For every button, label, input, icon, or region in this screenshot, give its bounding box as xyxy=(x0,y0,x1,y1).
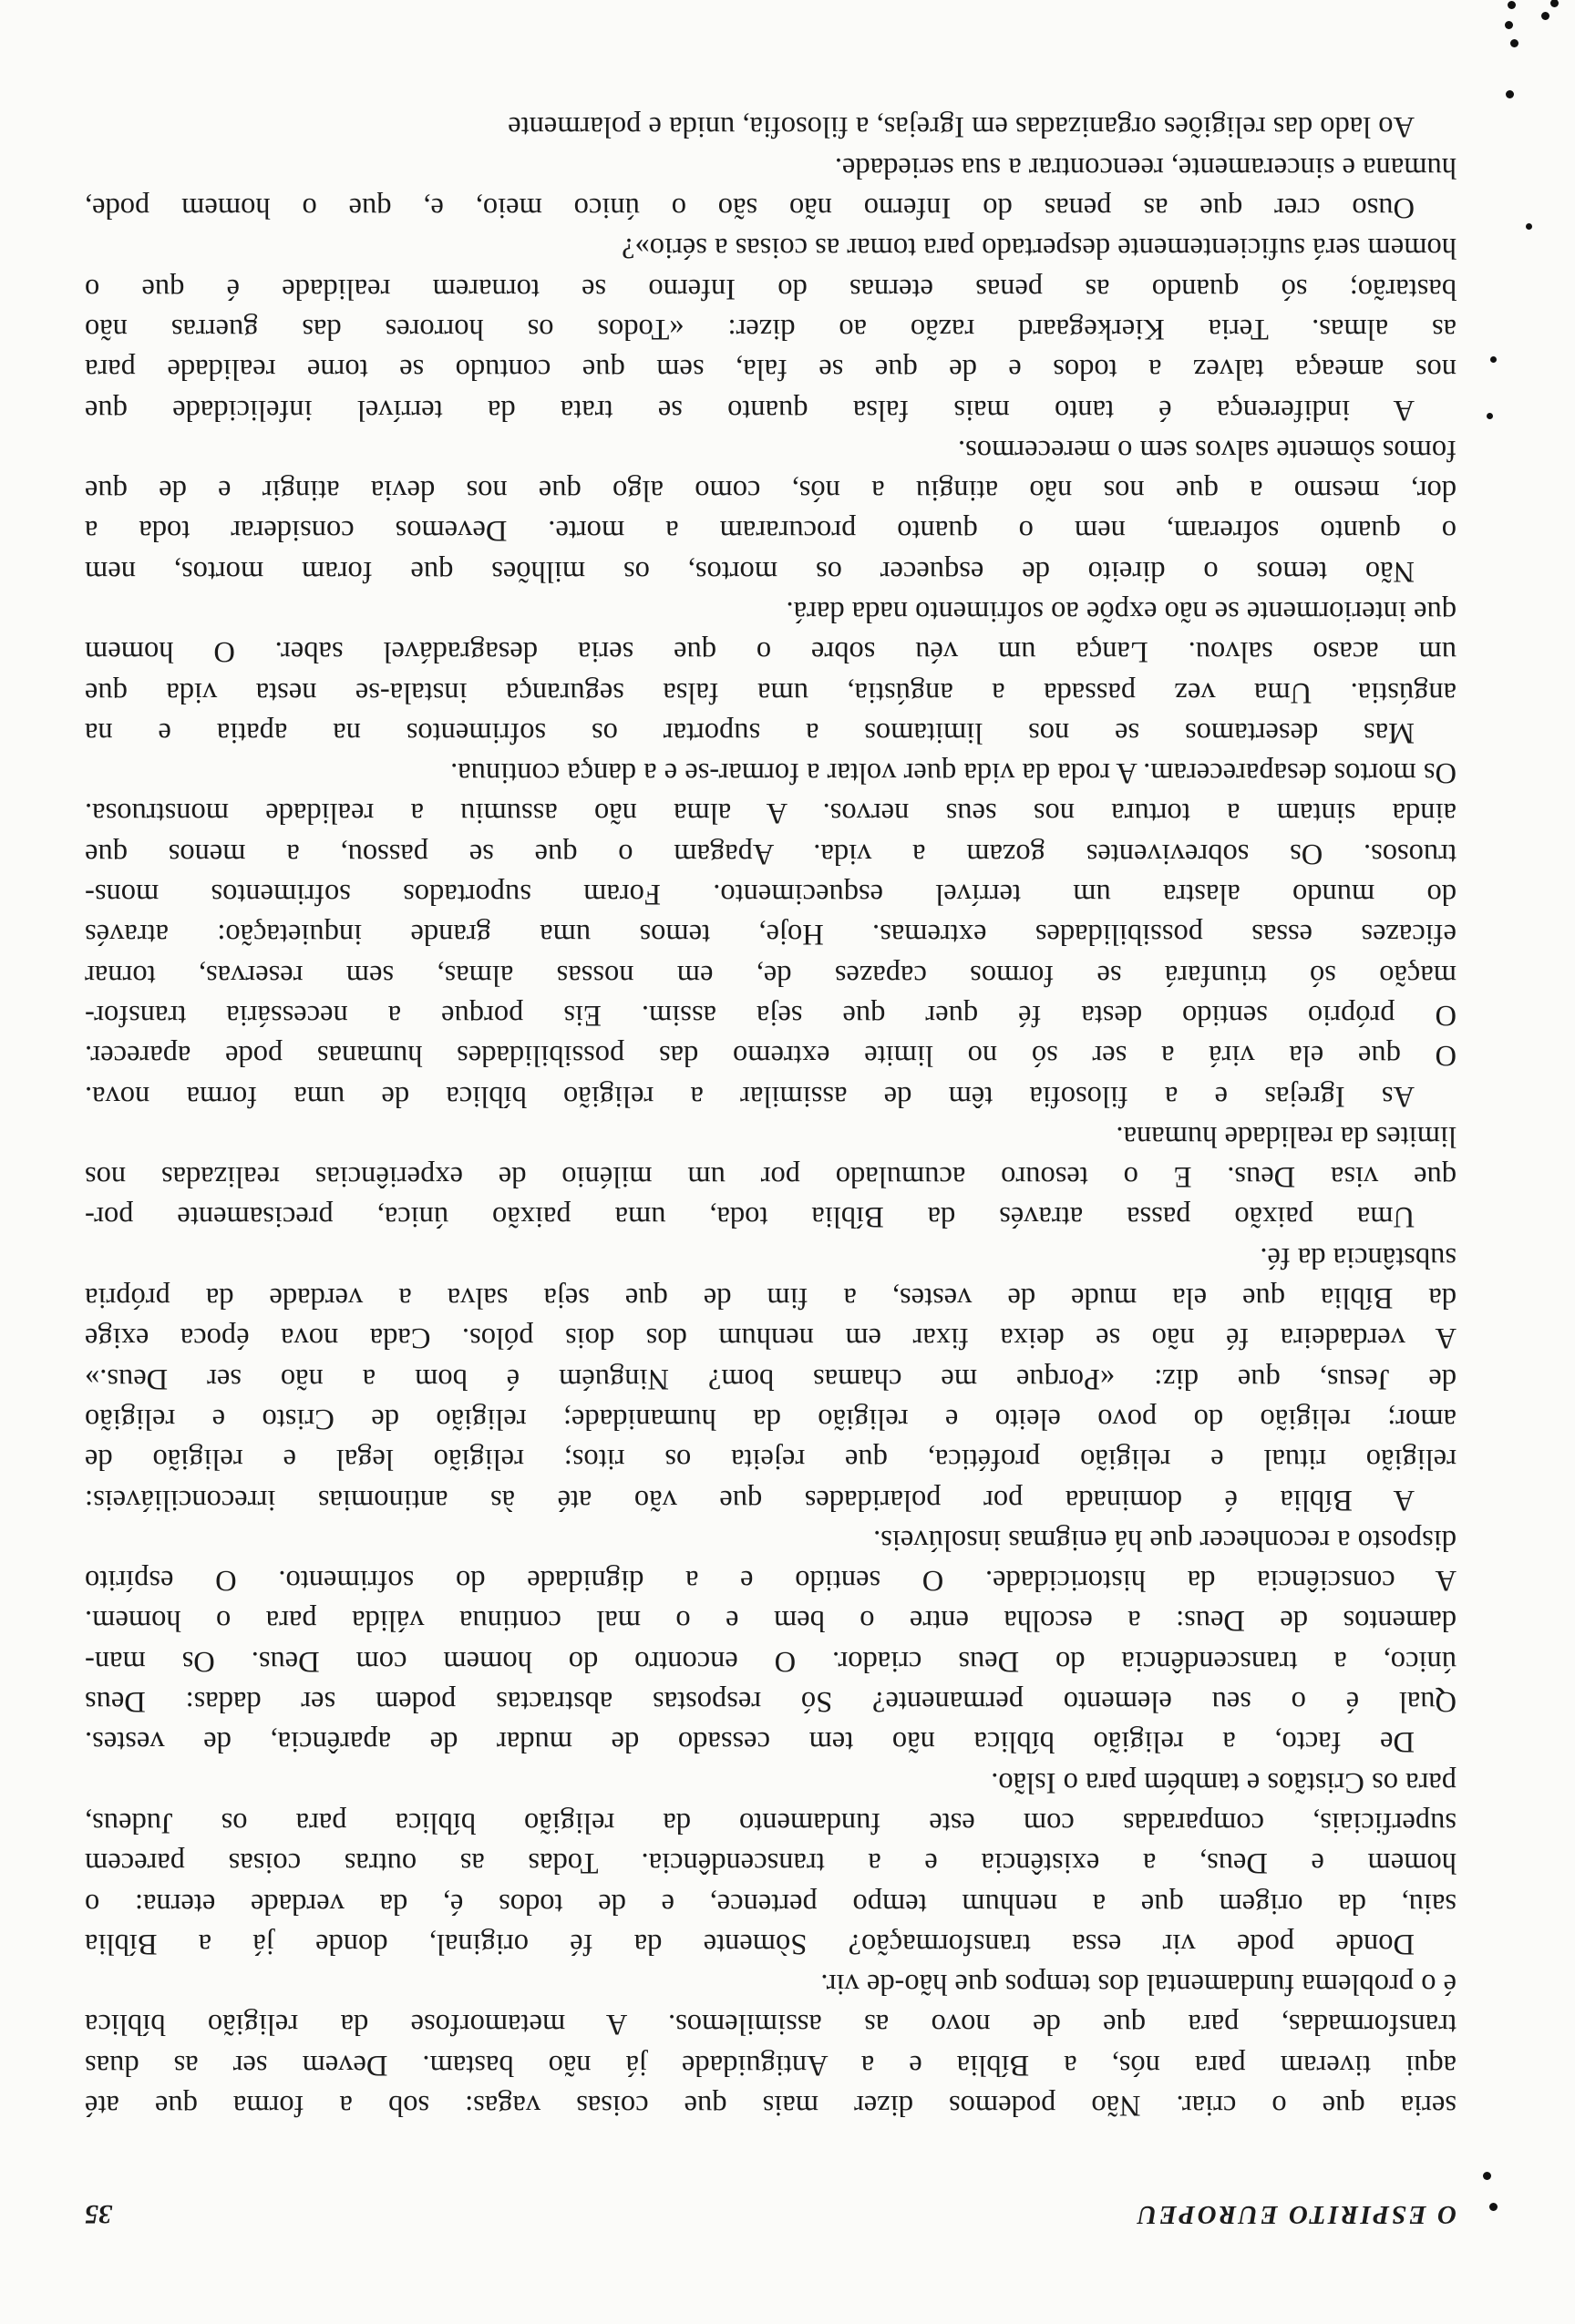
paragraph xyxy=(85,228,1457,429)
paragraph xyxy=(85,591,1457,753)
text-line: Qual é o seu elemento permanente? Só respostas abstractas podem ser dadas: Deus xyxy=(85,1685,1457,1719)
text-line: amor; religião do povo eleito e religião da humanidade; religião de Cristo e religião xyxy=(85,1402,1457,1435)
text-line: De facto, a religião bíblica não tem cessado de mudar de aparência, de vestes. xyxy=(85,1725,1415,1759)
margin-dot-mark xyxy=(1506,90,1514,98)
margin-dot-mark xyxy=(1508,1,1516,9)
text-line: O próprio sentido desta fé quer que seja assim. Eis porque a necessária transfor- xyxy=(85,998,1457,1032)
text-line: fomos sòmente salvos sem o merecermos. xyxy=(958,433,1457,467)
paragraph xyxy=(85,1964,1457,2125)
margin-dot-mark xyxy=(1510,39,1518,47)
paragraph xyxy=(85,1520,1457,1763)
text-line: que visa Deus. E o tesouro acumulado por um milénio de experiências realizadas nos xyxy=(85,1160,1457,1194)
text-line: ainda sintam a tortura nos seus nervos. A alma não assumiu a realidade monstruosa. xyxy=(85,797,1457,830)
paragraph xyxy=(85,1116,1457,1238)
text-line: superficiais, comparadas com este fundamento da religião bíblica para os Judeus, xyxy=(85,1805,1457,1839)
margin-dot-mark xyxy=(1505,21,1513,29)
text-line: nos ameaça talvez a todos e de que se fala, sem que contudo se torne realidade para xyxy=(85,353,1457,386)
text-line: eficazes essas possibilidades extremas. Hoje, temos uma grande inquietação: através xyxy=(85,918,1457,951)
text-line: A consciência da historicidade. O sentido e a dignidade do sofrimento. O espírito xyxy=(85,1564,1457,1598)
text-line: Ao lado das religiões organizadas em Igrejas, a filosofia, unida e polarmente xyxy=(508,110,1415,144)
text-line: único, a transcendência do Deus criador. O encontro do homem com Deus. Os man- xyxy=(85,1644,1457,1678)
text-line: Ouso crer que as penas do Inferno não são o único meio, e, que o homem pode, xyxy=(85,191,1415,225)
text-line: transformadas, para que de novo as assimilemos. A metamorfose da religião bíblica xyxy=(85,2008,1457,2041)
text-line: homem será suficientemente despertado para tomar as coisas a sério»? xyxy=(622,231,1457,265)
text-line: disposto a reconhecer que há enigmas insolúveis. xyxy=(873,1523,1457,1557)
text-line: aqui tiveram para nós, a Bíblia e a Antiguidade já não bastam. Devem ser as duas xyxy=(85,2048,1457,2082)
text-line: Mas desertamos se nos limitamos a suportar os sofrimentos na apatia e na xyxy=(85,715,1415,749)
text-line: mação só triunfará se formos capazes de, em nossas almas, sem reservas, tornar xyxy=(85,958,1457,992)
text-line: é o problema fundamental dos tempos que hão-de vir. xyxy=(820,1968,1457,2001)
text-line: religião ritual e religião profética, que rejeita os ritos; religião legal e religião de xyxy=(85,1443,1457,1476)
text-line: as almas. Teria Kierkegaard razão ao dizer: «Todos os horrores das guerras não xyxy=(85,312,1457,345)
text-line: A indiferença é tanto mais falsa quanto se trata da terrível infelicidade que xyxy=(85,393,1415,427)
text-line: substância da fé. xyxy=(1260,1240,1457,1274)
margin-dot-mark xyxy=(1487,413,1493,419)
body-text xyxy=(85,107,1457,2125)
text-line: que interiormente se não expõe ao sofrimento nada dará. xyxy=(786,595,1457,629)
text-line: angústia. Uma vez passada a angústia, uma falsa segurança instala-se nesta vida que xyxy=(85,675,1457,709)
paragraph xyxy=(85,147,1457,228)
paragraph xyxy=(85,1237,1457,1519)
text-line: truosos. Os sobreviventes gozam a vida. Apagam o que se passou, a menos que xyxy=(85,837,1457,870)
running-head: O ESPIRITO EUROPEU xyxy=(1135,2200,1457,2229)
text-line: o quanto sofreram, nem o quanto procuraram a morte. Devemos considerar toda a xyxy=(85,514,1457,548)
paragraph xyxy=(85,107,1457,147)
text-line: um acaso salvou. Lança um véu sobre o que seria desagradável saber. O homem xyxy=(85,635,1457,669)
text-line: da Bíblia que ela mude de vestes, a fim de que seja salva a verdade da própria xyxy=(85,1281,1457,1315)
page-number: 35 xyxy=(85,2199,112,2229)
text-line: Uma paixão passa através da Bíblia toda, uma paixão única, precisamente por- xyxy=(85,1200,1415,1234)
text-line: Donde pode vir essa transformação? Sòmente da fé original, donde já a Bíblia xyxy=(85,1927,1415,1960)
text-line: Não temos o direito de esquecer os mortos, os milhões que foram mortos, nem xyxy=(85,554,1415,588)
text-line: humana e sinceramente, reencontrar a sua seriedade. xyxy=(834,150,1457,184)
text-line: A verdadeira fé não se deixa fixar em nenhum dos dois pólos. Cada nova época exige xyxy=(85,1321,1457,1355)
text-line: As Igrejas e a filosofia têm de assimilar a religião bíblica de uma forma nova. xyxy=(85,1079,1415,1113)
text-line: O que ela virá a ser só no limite extremo das possibilidades humanas pode aparecer. xyxy=(85,1039,1457,1073)
margin-dot-mark xyxy=(1526,223,1532,230)
text-line: limites da realidade humana. xyxy=(1116,1119,1457,1153)
text-line: damentos de Deus: a escolha entre o bem e o mal continua válida para o homem. xyxy=(85,1604,1457,1638)
text-line: Os mortos desapareceram. A roda da vida quer voltar a formar-se e a dança continua. xyxy=(450,756,1457,790)
page-header xyxy=(85,2184,1457,2229)
text-line: para os Cristãos e também para o Islão. xyxy=(991,1765,1457,1799)
margin-dot-mark xyxy=(1489,2203,1498,2211)
text-line: dor, mesmo a que nos não atingiu a nós, como algo que nos devia atingir e de que xyxy=(85,474,1457,508)
text-line: bastarão; só quando as penas eternas do Inferno se tornarem realidade é que o xyxy=(85,272,1457,305)
margin-dot-mark xyxy=(1483,2172,1491,2180)
paragraph xyxy=(85,430,1457,591)
text-line: saiu, da origem que a nenhum tempo pertence, e de todos é, da verdade eterna: o xyxy=(85,1887,1457,1920)
margin-dot-mark xyxy=(1550,0,1559,7)
text-line: A Bíblia é dominada por polaridades que vão até às antinomias irreconciliáveis: xyxy=(85,1483,1415,1517)
paragraph xyxy=(85,1762,1457,1963)
text-line: de Jesus, que diz: «Porque me chamas bom? Ninguém é bom a não ser Deus.» xyxy=(85,1362,1457,1395)
margin-dot-mark xyxy=(1490,356,1497,363)
paragraph xyxy=(85,753,1457,1116)
margin-dot-mark xyxy=(1541,12,1549,20)
text-line: homem e Deus, a existência e a transcendência. Todas as outras coisas parecem xyxy=(85,1846,1457,1880)
text-line: seria que o criar. Não podemos dizer mais que coisas vagas: sob a forma que até xyxy=(85,2089,1457,2122)
text-line: do mundo alastra um terrível esquecimento. Foram suportados sofrimentos mons- xyxy=(85,878,1457,911)
